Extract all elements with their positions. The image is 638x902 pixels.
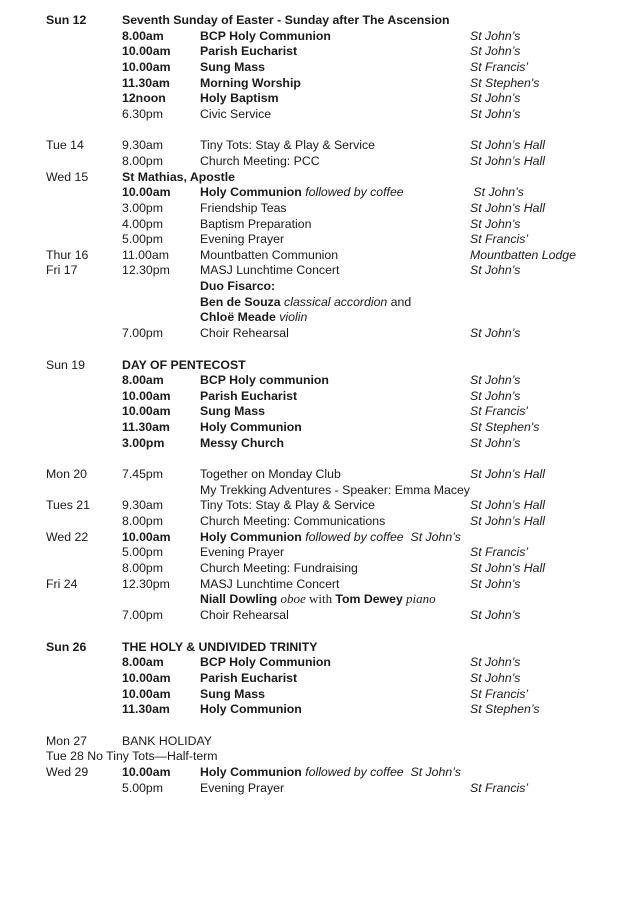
date-cell: Mon 20 [46,467,88,481]
text-segment: Parish Eucharist [200,44,298,58]
time-cell: 11.30am [122,702,170,716]
venue-cell: St John’s [470,263,521,277]
venue-cell: St John’s Hall [470,498,545,512]
text-segment: followed by coffee [301,765,404,779]
text-segment: Parish Eucharist [200,389,298,403]
text-segment: followed by coffee [301,530,404,544]
date-cell: Fri 24 [46,577,78,591]
time-cell: 5.00pm [122,232,164,246]
date-cell: Wed 22 [46,530,89,544]
text-segment: BANK HOLIDAY [122,734,212,748]
time-cell: 11.00am [122,248,169,262]
venue-cell: St Francis’ [470,60,529,74]
text-segment: Baptism Preparation [200,217,312,231]
date-cell: Tue 14 [46,138,84,152]
date-cell: Sun 19 [46,358,85,372]
event-cell [200,153,320,169]
time-cell: 10.00am [122,687,171,701]
text-segment: followed by coffee [301,185,404,199]
venue-cell: St John’s [470,436,521,450]
venue-cell: St John’s [470,91,521,105]
heading-cell [122,639,317,655]
time-cell: 10.00am [122,185,171,199]
time-cell: 8.00am [122,373,164,387]
text-segment: Together on Monday Club [200,467,341,481]
time-cell: 12noon [122,91,166,105]
text-segment: Niall Dowling [200,592,278,606]
time-cell: 8.00pm [122,514,164,528]
venue-cell: Mountbatten Lodge [470,248,576,262]
event-cell [200,231,284,247]
text-segment: Mountbatten Communion [200,248,339,262]
text-segment: Morning Worship [200,76,301,90]
text-segment: with [305,591,336,606]
time-cell: 12.30pm [122,577,170,591]
venue-cell: St Stephen's [470,420,540,434]
text-segment: Evening Prayer [200,545,285,559]
venue-cell: St John’s [470,655,521,669]
text-segment: Sung Mass [200,687,265,701]
text-segment: BCP Holy Communion [200,655,331,669]
event-cell [200,247,338,263]
text-segment: Sung Mass [200,60,265,74]
time-cell: 5.00pm [122,545,164,559]
text-segment: Holy Communion [200,765,302,779]
event-cell [200,764,461,780]
text-segment: THE HOLY & UNDIVIDED TRINITY [122,640,318,654]
time-cell: 7.00pm [122,608,164,622]
date-cell: Sun 12 [46,13,87,27]
venue-cell: St Stephen’s [470,702,540,716]
time-cell: 8.00pm [122,154,164,168]
venue-cell: St John’s [470,185,524,199]
date-cell: Tues 21 [46,498,90,512]
event-cell [200,106,271,122]
text-segment: Holy Communion [200,420,302,434]
event-cell [200,137,375,153]
venue-cell: St John’s Hall [470,154,545,168]
text-segment: Tiny Tots: Stay & Play & Service [200,498,375,512]
event-cell [200,43,297,59]
text-segment: St Mathias, Apostle [122,170,235,184]
time-cell: 11.30am [122,420,170,434]
event-cell [200,90,279,106]
text-segment: classical accordion [280,295,388,309]
event-cell [200,388,297,404]
venue-cell: St John’s [470,29,521,43]
text-segment: Friendship Teas [200,201,287,215]
event-cell [200,576,339,592]
text-segment: Holy Baptism [200,91,279,105]
event-cell [200,278,275,294]
event-cell [200,309,307,325]
time-cell: 4.00pm [122,217,164,231]
event-cell [200,75,301,91]
event-cell [200,654,331,670]
text-segment: Evening Prayer [200,232,285,246]
date-cell: Wed 29 [46,765,89,779]
event-cell [200,670,297,686]
event-cell [200,59,265,75]
text-segment: Chloë Meade [200,310,276,324]
event-cell [200,325,289,341]
text-segment: St John’s [403,530,461,544]
text-segment: Tom Dewey [335,592,403,606]
venue-cell: St John’s [470,326,521,340]
event-cell [200,466,341,482]
event-cell [200,28,331,44]
event-cell [200,435,284,451]
time-cell: 10.00am [122,44,171,58]
text-segment: St John’s [403,765,461,779]
time-cell: 3.00pm [122,436,165,450]
text-segment: Civic Service [200,107,272,121]
time-cell: 10.00am [122,671,171,685]
venue-cell: St Francis' [470,404,528,418]
venue-cell: St John’s Hall [470,467,545,481]
event-cell [200,403,265,419]
event-cell [200,780,284,796]
event-cell [200,216,311,232]
time-cell: 5.00pm [122,781,164,795]
event-cell [200,184,404,200]
text-segment: Church Meeting: PCC [200,154,320,168]
text-segment: My Trekking Adventures - Speaker: Emma Macey [200,483,470,497]
venue-cell: St John’s [470,217,521,231]
time-cell: 10.00am [122,60,171,74]
heading-cell [122,357,246,373]
venue-cell: St Francis’ [470,232,529,246]
event-cell [200,513,385,529]
event-cell [200,497,375,513]
event-cell [200,294,411,310]
time-cell: 11.30am [122,76,170,90]
venue-cell: St John’s Hall [470,201,545,215]
text-segment: oboe [277,591,306,606]
venue-cell: St John’s Hall [470,138,545,152]
time-cell: 10.00am [122,404,171,418]
text-segment: Sung Mass [200,404,265,418]
event-cell [200,591,436,607]
text-segment: Seventh Sunday of Easter - Sunday after The Ascension [122,13,450,27]
text-segment: Duo Fisarco: [200,279,276,293]
time-cell: 7.00pm [122,326,164,340]
time-cell: 8.00pm [122,561,164,575]
venue-cell: St John’s Hall [470,561,545,575]
text-segment: DAY OF PENTECOST [122,358,246,372]
venue-cell: St John’s [470,577,521,591]
event-cell [200,200,287,216]
venue-cell: St John’s [470,44,521,58]
time-cell: 10.00am [122,389,171,403]
event-cell [200,419,302,435]
text-segment: and [387,295,412,309]
text-segment: Holy Communion [200,185,302,199]
event-cell [200,686,265,702]
text-segment: Messy Church [200,436,285,450]
text-segment: Church Meeting: Communications [200,514,386,528]
venue-cell: St Francis’ [470,687,529,701]
time-cell: 10.00am [122,765,171,779]
time-cell: 9.30am [122,138,164,152]
time-cell: 12.30pm [122,263,170,277]
heading-cell [122,733,212,749]
date-cell: Thur 16 [46,248,89,262]
text-segment: MASJ Lunchtime Concert [200,263,340,277]
venue-cell: St Francis’ [470,781,529,795]
text-segment: MASJ Lunchtime Concert [200,577,340,591]
event-cell [200,544,284,560]
time-cell: 8.00am [122,29,164,43]
text-segment: piano [402,591,436,606]
time-cell: 8.00am [122,655,164,669]
text-segment: Holy Communion [200,530,302,544]
event-cell [200,701,302,717]
venue-cell: St Francis’ [470,545,529,559]
event-cell [200,372,329,388]
date-cell: Sun 26 [46,640,87,654]
heading-cell [122,12,450,28]
text-segment: Choir Rehearsal [200,326,289,340]
date-cell: Fri 17 [46,263,78,277]
event-cell [200,607,289,623]
text-segment: Church Meeting: Fundraising [200,561,358,575]
date-cell: Wed 15 [46,170,89,184]
venue-cell: St John’s [470,373,521,387]
event-cell [200,482,470,498]
event-cell [200,560,358,576]
text-segment: Choir Rehearsal [200,608,289,622]
text-segment: Tiny Tots: Stay & Play & Service [200,138,375,152]
venue-cell: St John’s [470,389,521,403]
text-segment: Holy Communion [200,702,302,716]
text-segment: Parish Eucharist [200,671,298,685]
venue-cell: St Stephen's [470,76,540,90]
venue-cell: St John’s [470,107,521,121]
text-segment: BCP Holy Communion [200,29,331,43]
venue-cell: St John’s Hall [470,514,545,528]
text-segment: Ben de Souza [200,295,281,309]
text-segment: BCP Holy communion [200,373,329,387]
text-segment: Evening Prayer [200,781,285,795]
date-cell: Tue 28 No Tiny Tots—Half-term [46,749,218,763]
time-cell: 3.00pm [122,201,164,215]
venue-cell: St John’s [470,608,521,622]
text-segment: violin [275,310,308,324]
time-cell: 6.30pm [122,107,164,121]
venue-cell: St John’s [470,671,521,685]
date-cell: Mon 27 [46,734,88,748]
time-cell: 7.45pm [122,467,164,481]
event-cell [200,262,339,278]
time-cell: 10.00am [122,530,171,544]
event-cell [200,529,461,545]
heading-cell [122,169,235,185]
time-cell: 9.30am [122,498,164,512]
